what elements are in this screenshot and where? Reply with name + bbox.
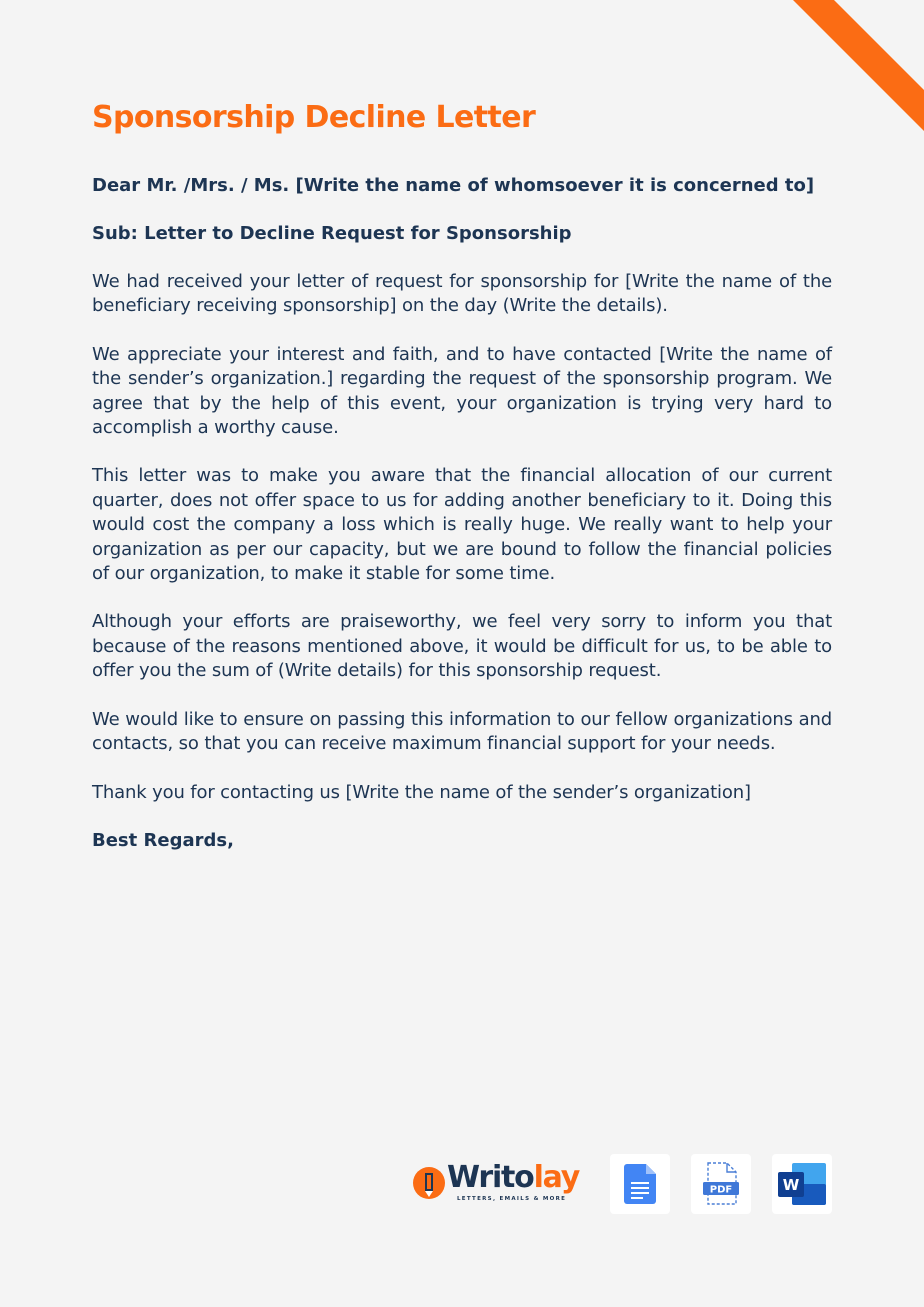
letter-body [92, 96, 832, 877]
writolay-logo[interactable] [412, 1160, 582, 1206]
letter-title: Sponsorship Decline Letter [92, 100, 536, 135]
word-icon [778, 1163, 826, 1205]
word-download-button[interactable] [772, 1154, 832, 1214]
google-docs-icon [624, 1164, 656, 1204]
paragraph: Although your efforts are praiseworthy, we feel very sorry to inform you that because of the reasons mentioned above, it would be difficult for us, to be able to offer you the sum of (Write details) for this sponsorship request. [92, 611, 832, 682]
pdf-download-button[interactable] [691, 1154, 751, 1214]
pdf-label: PDF [709, 1184, 733, 1196]
paragraph: We appreciate your interest and faith, and to have contacted [Write the name of the sender’s organization.] regarding the request of the sponsorship program. We agree that by the help of this event, your organization is trying very hard to accomplish a worthy cause. [92, 343, 832, 439]
word-label: W [782, 1176, 800, 1194]
subject-line: Sub: Letter to Decline Request for Sponsorship [92, 223, 572, 244]
logo-wordmark: Writolay [447, 1160, 580, 1195]
salutation: Dear Mr. /Mrs. / Ms. [Write the name of whomsoever it is concerned to] [92, 175, 815, 196]
footer [412, 1154, 832, 1216]
logo-tagline: LETTERS, EMAILS & MORE [457, 1196, 567, 1202]
paragraph: This letter was to make you aware that the financial allocation of our current quarter, does not offer space to us for adding another beneficiary to it. Doing this would cost the company a loss which is really huge. We really want to help your organization as per our capacity, but we are bound to follow the financial policies of our organization, to make it stable for some time. [92, 465, 832, 585]
paragraph: We would like to ensure on passing this information to our fellow organizations and contacts, so that you can receive maximum financial support for your needs. [92, 708, 832, 755]
paragraph: Thank you for contacting us [Write the name of the sender’s organization] [92, 781, 751, 803]
pdf-icon [701, 1162, 741, 1206]
paragraph: We had received your letter of request for sponsorship for [Write the name of the beneficiary receiving sponsorship] on the day (Write the details). [92, 271, 832, 317]
closing: Best Regards, [92, 829, 234, 851]
pencil-badge-icon [412, 1166, 446, 1200]
google-docs-download-button[interactable] [610, 1154, 670, 1214]
